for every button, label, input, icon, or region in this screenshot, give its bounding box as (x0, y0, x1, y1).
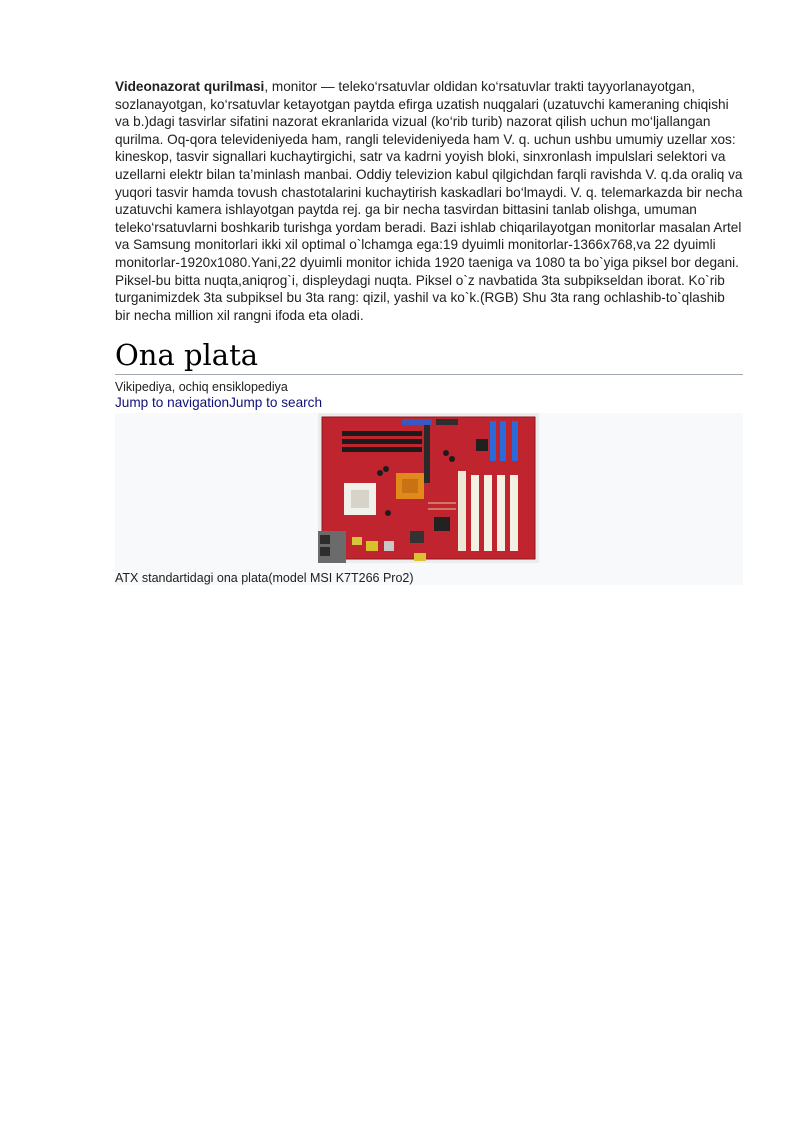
jump-to-search-link[interactable]: Jump to search (229, 395, 323, 411)
intro-paragraph (115, 78, 743, 324)
page-content (115, 78, 743, 585)
figure-caption: ATX standartidagi ona plata(model MSI K7T266 Pro2) (115, 571, 414, 586)
article-title: Ona plata (115, 338, 743, 375)
thumbnail-figure (115, 413, 743, 585)
motherboard-image (318, 413, 539, 563)
intro-term: Videonazorat qurilmasi (115, 79, 265, 94)
article-tagline: Vikipediya, ochiq ensiklopediya (115, 380, 288, 395)
jump-links (115, 395, 743, 411)
intro-text: , monitor — teleko‘rsatuvlar oldidan ko‘rsatuvlar trakti tayyorlanayotgan, sozlanayotgan, ko‘rsatuvlar ketayotgan paytda efirga uzatish nuqgalari (uzatuvchi kameraning chiqishi va b.)dagi tasvirlar sifatini nazorat ekranlarida vizual (ko‘rib turib) nazorat qilish uchun mo‘ljallangan qurilma. Oq-qora televideniyeda ham, rangli televideniyeda ham V. q. uchun ushbu umumiy uzellar xos: kineskop, tasvir signallari kuchaytirgichi, satr va kadrni yoyish bloki, sinxronlash impulslari selektori va uzellarni elektr bilan ta’minlash manbai. Oddiy televizion kabul qilgichdan farqli ravishda V. q.da oraliq va yuqori tasvir hamda tovush chastotalarini kuchaytirish kaskadlari bo‘lmaydi. V. q. telemarkazda bir necha uzatuvchi kamera ishlayotgan paytda rej. ga bir necha tasvirdan bittasini tanlab olishga, umuman teleko‘rsatuvlarni boshkarib turishga yordam beradi. Bazi ishlab chiqarilayotgan monitorlar masalan Artel va Samsung monitorlari ikki xil optimal o`lchamga ega:19 dyuimli monitorlar-1366x768,va 22 dyuimli monitorlar-1920x1080.Yani,22 dyuimli monitor ichida 1920 taeniga va 1080 ta bo`yiga piksel bor degani. Piksel-bu bitta nuqta,aniqrog`i, displeydagi nuqta. Piksel o`z navbatida 3ta subpikseldan iborat. Ko`rib turganimizdek 3ta subpiksel bu 3ta rang: qizil, yashil va ko`k.(RGB) Shu 3ta rang ochlashib-to`qlashib bir necha million xil rangni ifoda eta oladi. (115, 79, 743, 323)
jump-to-navigation-link[interactable]: Jump to navigation (115, 395, 230, 411)
